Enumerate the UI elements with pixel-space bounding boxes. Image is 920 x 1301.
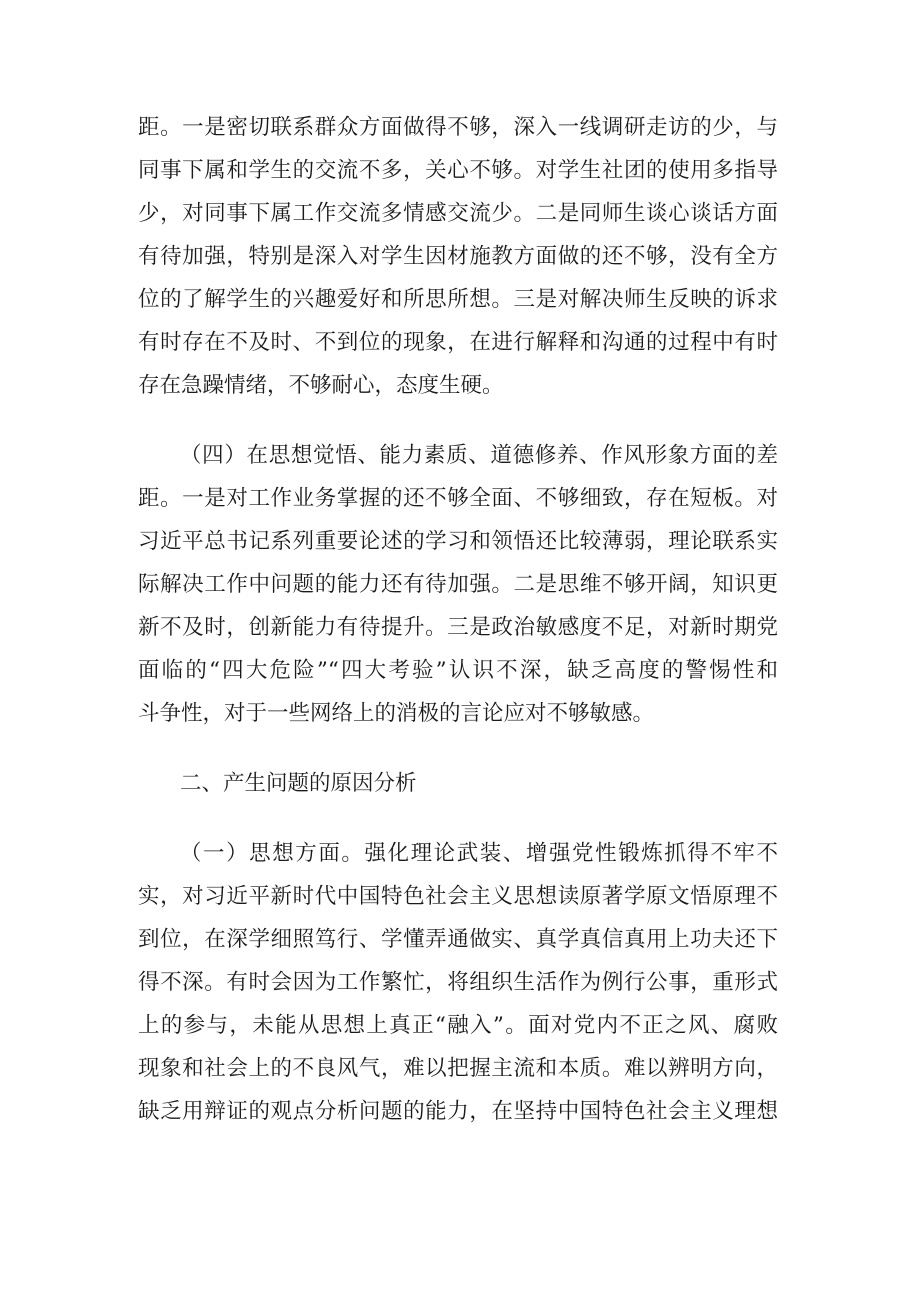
paragraph-line: 同事下属和学生的交流不多，关心不够。对学生社团的使用多指导 — [138, 158, 778, 183]
paragraph-line: （四）在思想觉悟、能力素质、道德修养、作风形象方面的差 — [180, 443, 778, 468]
paragraph-line: 新不及时，创新能力有待提升。三是政治敏感度不足，对新时期党 — [138, 615, 778, 640]
paragraph-line: 面临的“四大危险”“四大考验”认识不深，缺乏高度的警惕性和 — [138, 658, 778, 683]
paragraph-line: 有时存在不及时、不到位的现象，在进行解释和沟通的过程中有时 — [138, 330, 778, 355]
paragraph-line: （一）思想方面。强化理论武装、增强党性锻炼抓得不牢不 — [180, 841, 778, 866]
paragraph-line: 到位，在深学细照笃行、学懂弄通做实、真学真信真用上功夫还下 — [138, 927, 778, 952]
paragraph-line: 上的参与，未能从思想上真正“融入”。面对党内不正之风、腐败 — [138, 1013, 778, 1038]
paragraph-line: 得不深。有时会因为工作繁忙，将组织生活作为例行公事，重形式 — [138, 970, 778, 995]
paragraph-line: 距。一是对工作业务掌握的还不够全面、不够细致，存在短板。对 — [138, 486, 778, 511]
paragraph-line: 际解决工作中问题的能力还有待加强。二是思维不够开阔，知识更 — [138, 572, 778, 597]
paragraph-line: 实，对习近平新时代中国特色社会主义思想读原著学原文悟原理不 — [138, 884, 778, 909]
paragraph-line: 距。一是密切联系群众方面做得不够，深入一线调研走访的少，与 — [138, 115, 778, 140]
section-heading: 二、产生问题的原因分析 — [180, 771, 417, 796]
paragraph-line: 斗争性，对于一些网络上的消极的言论应对不够敏感。 — [138, 701, 655, 726]
paragraph-line: 少，对同事下属工作交流多情感交流少。二是同师生谈心谈话方面 — [138, 201, 778, 226]
paragraph-line: 缺乏用辩证的观点分析问题的能力，在坚持中国特色社会主义理想 — [138, 1099, 778, 1124]
paragraph-line: 存在急躁情绪，不够耐心，态度生硬。 — [138, 373, 504, 398]
paragraph-line: 习近平总书记系列重要论述的学习和领悟还比较薄弱，理论联系实 — [138, 529, 778, 554]
paragraph-line: 有待加强，特别是深入对学生因材施教方面做的还不够，没有全方 — [138, 244, 778, 269]
paragraph-line: 位的了解学生的兴趣爱好和所思所想。三是对解决师生反映的诉求 — [138, 287, 778, 312]
paragraph-line: 现象和社会上的不良风气，难以把握主流和本质。难以辨明方向， — [138, 1056, 778, 1081]
